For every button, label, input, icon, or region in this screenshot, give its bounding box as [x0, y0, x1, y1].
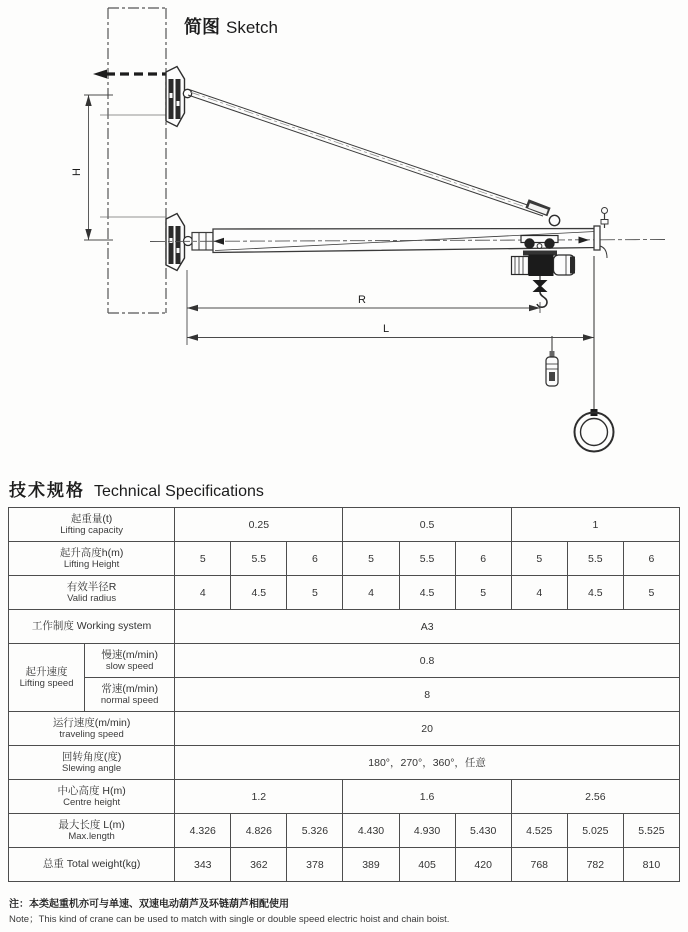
spec-cell: 5.525 [623, 814, 679, 848]
row-label-slewing-angle: 回转角度(度) Slewing angle [9, 746, 175, 780]
sketch-drawing [0, 0, 688, 465]
row-max-length [9, 814, 680, 848]
row-lifting-capacity [9, 508, 680, 542]
row-normal-speed [9, 678, 680, 712]
spec-cell: 6 [623, 542, 679, 576]
spec-table [8, 507, 680, 882]
spec-cell: 1.6 [343, 780, 511, 814]
row-label-slow-speed: 慢速(m/min) slow speed [85, 644, 175, 678]
spec-cell: 810 [623, 848, 679, 882]
row-valid-radius [9, 576, 680, 610]
top-bracket [166, 67, 192, 127]
spec-cell: 5.025 [567, 814, 623, 848]
wall-anchor-arrow [93, 70, 166, 79]
row-label-normal-speed: 常速(m/min) normal speed [85, 678, 175, 712]
spec-cell: 4.326 [175, 814, 231, 848]
bracket-projection-lines [100, 115, 166, 217]
spec-cell: 6 [455, 542, 511, 576]
spec-cell: 8 [175, 678, 680, 712]
spec-cell: 4 [511, 576, 567, 610]
dim-r-label: R [358, 294, 366, 306]
row-slewing-angle [9, 746, 680, 780]
dimension-r [187, 270, 540, 345]
spec-cell: 1 [511, 508, 679, 542]
spec-cell: 420 [455, 848, 511, 882]
footnote-zh: 注：本类起重机亦可与单速、双速电动葫芦及环链葫芦相配使用 [9, 899, 289, 910]
spec-cell: 4 [343, 576, 399, 610]
sketch-title-en: Sketch [226, 18, 278, 37]
spec-cell: A3 [175, 610, 680, 644]
dimension-l [187, 323, 594, 341]
spec-cell: 4.5 [399, 576, 455, 610]
row-slow-speed [9, 644, 680, 678]
spec-cell: 4.430 [343, 814, 399, 848]
section-title-en: Technical Specifications [94, 483, 264, 500]
wall-column [108, 8, 166, 313]
spec-cell: 5.5 [567, 542, 623, 576]
spec-cell: 20 [175, 712, 680, 746]
spec-cell: 1.2 [175, 780, 343, 814]
spec-cell: 4.5 [567, 576, 623, 610]
spec-cell: 405 [399, 848, 455, 882]
spec-cell: 362 [231, 848, 287, 882]
row-label-working-system: 工作制度 Working system [9, 610, 175, 644]
jib-beam [150, 208, 668, 259]
spec-cell: 2.56 [511, 780, 679, 814]
section-heading [9, 476, 264, 501]
spec-cell: 0.8 [175, 644, 680, 678]
spec-cell: 5.5 [399, 542, 455, 576]
spec-cell: 5 [287, 576, 343, 610]
row-label-centre-height: 中心高度 H(m) Centre height [9, 780, 175, 814]
sketch-title-zh: 简图 [184, 17, 220, 37]
footnote [9, 898, 449, 926]
dimension-h [71, 95, 113, 240]
dim-l-label: L [382, 323, 390, 335]
spec-cell: 0.25 [175, 508, 343, 542]
spec-cell: 5 [343, 542, 399, 576]
spec-cell: 343 [175, 848, 231, 882]
spec-cell: 4.930 [399, 814, 455, 848]
spec-cell: 4 [175, 576, 231, 610]
dim-h-label: H [71, 168, 83, 176]
row-label-traveling-speed: 运行速度(m/min) traveling speed [9, 712, 175, 746]
section-title-zh: 技术规格 [9, 481, 85, 500]
spec-cell: 5.430 [455, 814, 511, 848]
row-label-lifting-capacity: 起重量(t) Lifting capacity [9, 508, 175, 542]
spec-cell: 180°，270°，360°，任意 [175, 746, 680, 780]
pull-ring [575, 256, 614, 452]
tie-rod [188, 90, 560, 226]
spec-cell: 5 [623, 576, 679, 610]
spec-cell: 378 [287, 848, 343, 882]
row-label-max-length: 最大长度 L(m) Max.length [9, 814, 175, 848]
spec-cell: 768 [511, 848, 567, 882]
row-total-weight [9, 848, 680, 882]
row-centre-height [9, 780, 680, 814]
row-label-lifting-speed: 起升速度 Lifting speed [9, 644, 85, 712]
spec-cell: 5.326 [287, 814, 343, 848]
spec-cell: 6 [287, 542, 343, 576]
row-traveling-speed [9, 712, 680, 746]
row-label-total-weight: 总重 Total weight(kg) [9, 848, 175, 882]
row-lifting-height [9, 542, 680, 576]
spec-cell: 4.525 [511, 814, 567, 848]
footnote-en: Note；This kind of crane can be used to match with single or double speed electric hoist and chain boist. [9, 913, 450, 925]
spec-cell: 0.5 [343, 508, 511, 542]
spec-cell: 4.826 [231, 814, 287, 848]
pendant-control [546, 336, 558, 386]
spec-cell: 5 [175, 542, 231, 576]
spec-cell: 5 [511, 542, 567, 576]
row-label-lifting-height: 起升高度h(m) Lifting Height [9, 542, 175, 576]
lower-bracket [166, 214, 193, 271]
spec-cell: 389 [343, 848, 399, 882]
spec-cell: 4.5 [231, 576, 287, 610]
row-label-valid-radius: 有效半径R Valid radius [9, 576, 175, 610]
spec-cell: 782 [567, 848, 623, 882]
row-working-system [9, 610, 680, 644]
spec-cell: 5 [455, 576, 511, 610]
spec-cell: 5.5 [231, 542, 287, 576]
